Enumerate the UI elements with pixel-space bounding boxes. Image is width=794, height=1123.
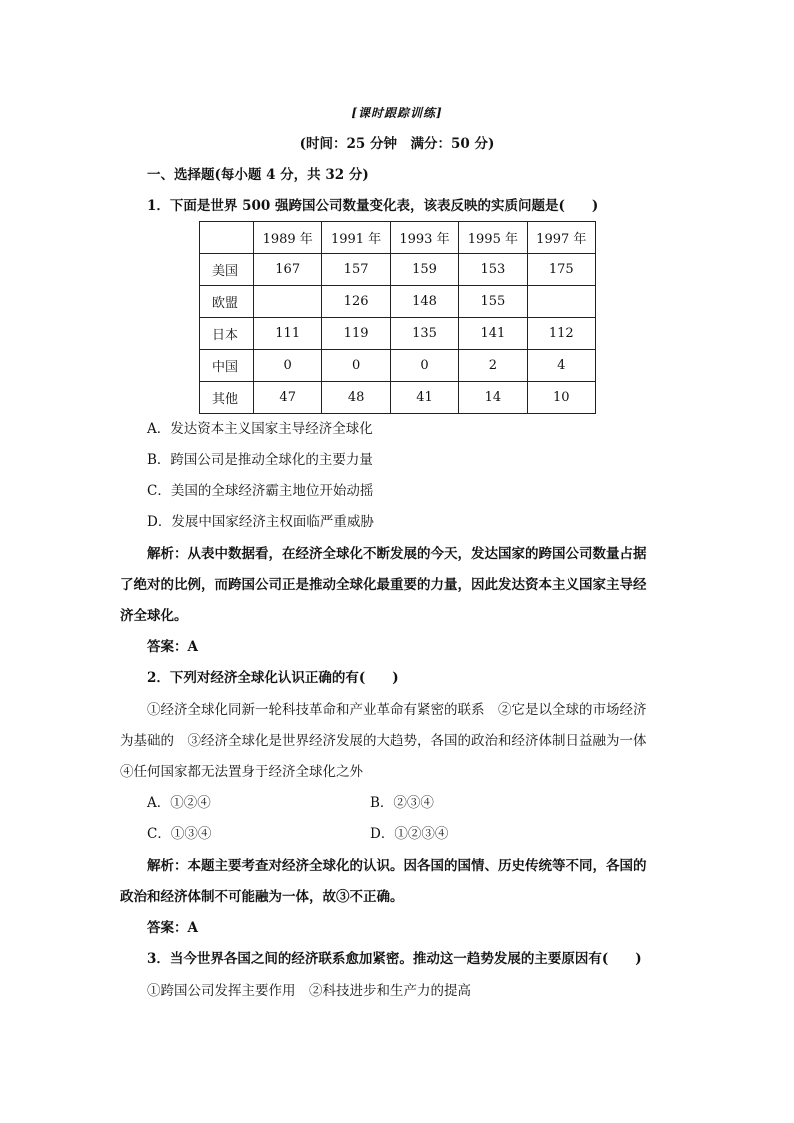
table-cell [254, 286, 322, 318]
table-cell: 14 [459, 382, 527, 414]
row-label-eu: 欧盟 [200, 286, 254, 318]
time-score-info: (时间：25 分钟 满分：50 分) [299, 136, 495, 152]
table-cell: 10 [527, 382, 595, 414]
table-cell: 0 [254, 350, 322, 382]
q2-option-c: C．①③④ [147, 826, 212, 842]
q1-option-a: A．发达资本主义国家主导经济全球化 [147, 421, 373, 437]
table-cell: 126 [322, 286, 390, 318]
q1-analysis-line-3: 济全球化。 [120, 608, 188, 624]
table-cell: 47 [254, 382, 322, 414]
q1-option-d: D．发展中国家经济主权面临严重威胁 [147, 514, 374, 530]
table-header-cell: 1993 年 [390, 222, 458, 254]
table-cell: 167 [254, 254, 322, 286]
question-3-stem: 3．当今世界各国之间的经济联系愈加紧密。推动这一趋势发展的主要原因有( ) [147, 951, 642, 967]
table-header-cell: 1991 年 [322, 222, 390, 254]
table-row [200, 254, 596, 286]
table-cell: 141 [459, 318, 527, 350]
table-cell: 157 [322, 254, 390, 286]
q2-option-b: B．②③④ [370, 795, 434, 811]
table-row [200, 382, 596, 414]
page-title: [课时跟踪训练] [351, 106, 443, 120]
q2-statement-line-2: 为基础的 ③经济全球化是世界经济发展的大趋势，各国的政治和经济体制日益融为一体 [120, 733, 647, 749]
row-label-usa: 美国 [200, 254, 254, 286]
q1-analysis-line-1: 解析：从表中数据看，在经济全球化不断发展的今天，发达国家的跨国公司数量占据 [147, 546, 647, 562]
table-cell: 135 [390, 318, 458, 350]
q2-option-a: A．①②④ [147, 795, 211, 811]
table-cell: 112 [527, 318, 595, 350]
q1-analysis-line-2: 了绝对的比例，而跨国公司正是推动全球化最重要的力量，因此发达资本主义国家主导经 [120, 577, 647, 593]
table-cell: 155 [459, 286, 527, 318]
q2-statement-line-1: ①经济全球化同新一轮科技革命和产业革命有紧密的联系 ②它是以全球的市场经济 [147, 702, 647, 718]
q2-option-d: D．①②③④ [370, 826, 449, 842]
q2-statement-line-3: ④任何国家都无法置身于经济全球化之外 [120, 764, 363, 780]
table-cell: 119 [322, 318, 390, 350]
q1-answer: 答案：A [147, 639, 198, 655]
table-header-cell: 1989 年 [254, 222, 322, 254]
row-label-japan: 日本 [200, 318, 254, 350]
table-header-row [200, 222, 596, 254]
question-1-stem: 1．下面是世界 500 强跨国公司数量变化表，该表反映的实质问题是( ) [147, 198, 599, 214]
q2-analysis-line-2: 政治和经济体制不可能融为一体，故③不正确。 [120, 889, 404, 905]
q1-option-c: C．美国的全球经济霸主地位开始动摇 [147, 483, 374, 499]
row-label-other: 其他 [200, 382, 254, 414]
q2-answer: 答案：A [147, 920, 198, 936]
q3-statement-line-1: ①跨国公司发挥主要作用 ②科技进步和生产力的提高 [147, 983, 471, 999]
question-2-stem: 2．下列对经济全球化认识正确的有( ) [147, 670, 399, 686]
table-corner-cell [200, 222, 254, 254]
row-label-china: 中国 [200, 350, 254, 382]
table-cell: 153 [459, 254, 527, 286]
table-cell: 41 [390, 382, 458, 414]
table-cell: 0 [322, 350, 390, 382]
table-row [200, 318, 596, 350]
table-cell: 48 [322, 382, 390, 414]
table-cell: 159 [390, 254, 458, 286]
table-cell: 2 [459, 350, 527, 382]
table-cell: 175 [527, 254, 595, 286]
q1-option-b: B．跨国公司是推动全球化的主要力量 [147, 452, 373, 468]
table-cell: 148 [390, 286, 458, 318]
table-header-cell: 1997 年 [527, 222, 595, 254]
table-cell: 4 [527, 350, 595, 382]
q2-analysis-line-1: 解析：本题主要考查对经济全球化的认识。因各国的国情、历史传统等不同，各国的 [147, 858, 647, 874]
table-cell: 111 [254, 318, 322, 350]
table-cell: 0 [390, 350, 458, 382]
multinational-count-table [199, 221, 596, 414]
table-cell [527, 286, 595, 318]
table-row [200, 350, 596, 382]
table-row [200, 286, 596, 318]
table-header-cell: 1995 年 [459, 222, 527, 254]
section-heading: 一、选择题(每小题 4 分，共 32 分) [147, 167, 369, 183]
